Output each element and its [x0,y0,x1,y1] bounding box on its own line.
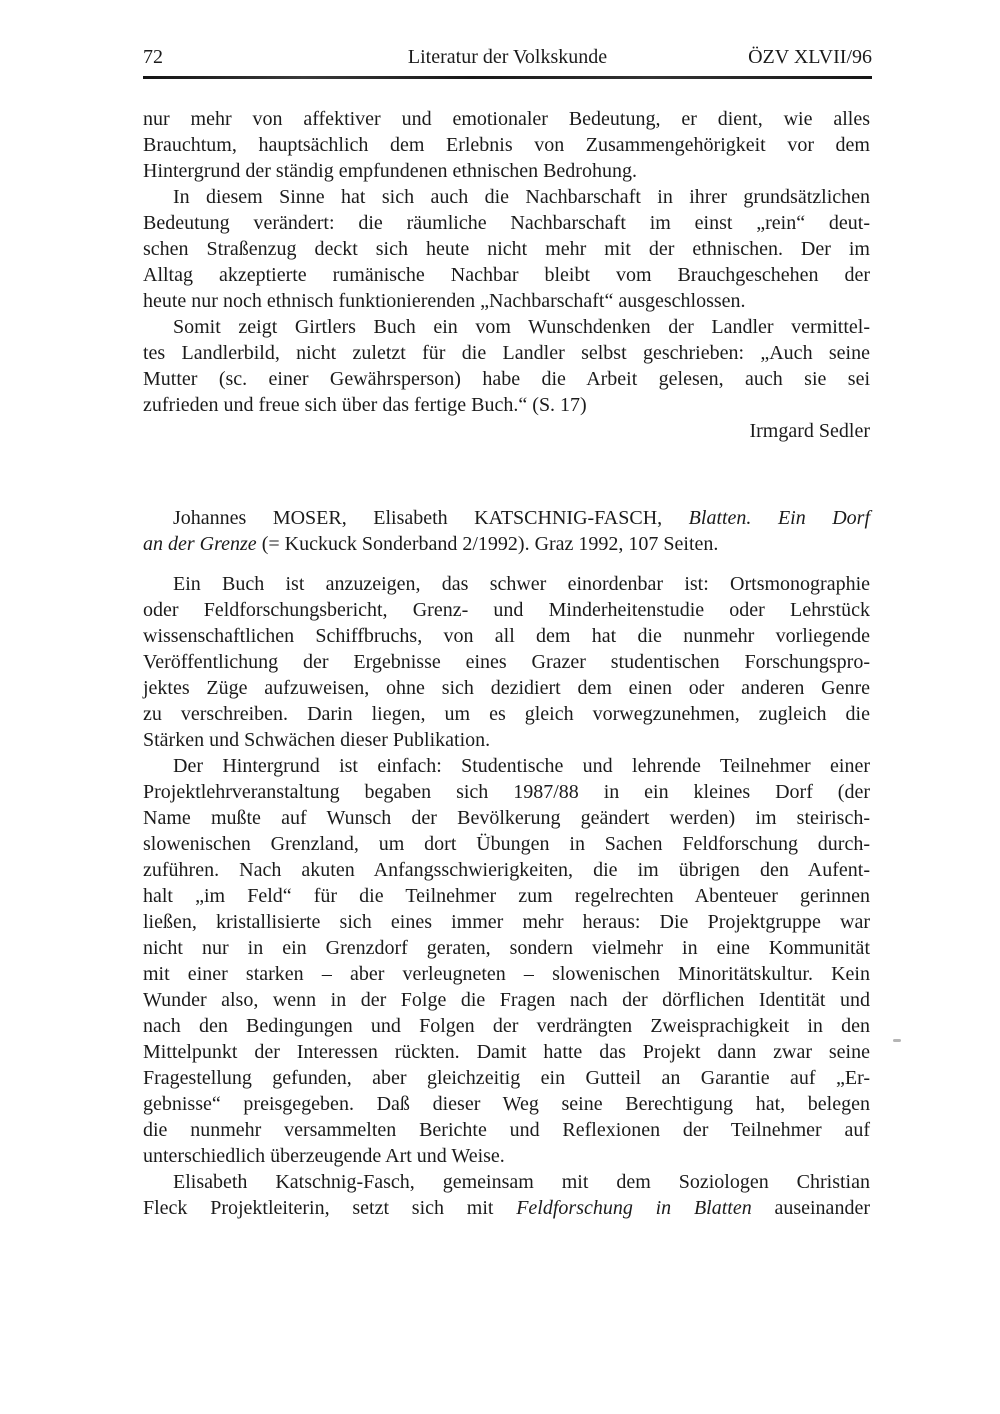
text-line [143,1117,870,1143]
text-segment: die nunmehr versammelten Berichte und Reflexionen der Teilnehmer auf [143,1119,870,1141]
text-line [143,935,870,961]
text-line [143,727,870,753]
text-line [143,314,870,340]
text-segment: gebnisse“ preisgegeben. Daß dieser Weg seine Berechtigung hat, belegen [143,1093,870,1115]
text-line [143,1195,870,1221]
text-segment: zu verschreiben. Darin liegen, um es gleich vorwegzunehmen, zugleich die [143,703,870,725]
text-segment: heute nur noch ethnisch funktionierenden „Nachbarschaft“ ausgeschlossen. [143,290,746,312]
text-segment: Ein Buch ist anzuzeigen, das schwer einordenbar ist: Ortsmonographie [173,573,870,595]
text-line [143,961,870,987]
text-line [143,649,870,675]
text-segment: Brauchtum, hauptsächlich dem Erlebnis von Zusammengehörigkeit vor dem [143,134,870,156]
paragraph [143,571,870,753]
text-segment: oder Feldforschungsbericht, Grenz- und Minderheitenstudie oder Lehrstück [143,599,870,621]
text-segment: Elisabeth Katschnig-Fasch, gemeinsam mit dem Soziologen Christian [173,1171,870,1193]
text-line [143,831,870,857]
text-segment: Veröffentlichung der Ergebnisse eines Grazer studentischen Forschungspro- [143,651,870,673]
text-segment: Stärken und Schwächen dieser Publikation. [143,729,491,751]
text-segment: Mutter (sc. einer Gewährsperson) habe die Arbeit gelesen, auch sie sei [143,368,870,390]
text-line [143,1013,870,1039]
text-segment: In diesem Sinne hat sich auch die Nachbarschaft in ihrer grundsätzlichen [173,186,870,208]
text-segment: Mittelpunkt der Interessen rückten. Damit hatte das Projekt dann zwar seine [143,1041,870,1063]
text-line [143,597,870,623]
page-body [143,106,870,1221]
text-segment: zuführen. Nach akuten Anfangsschwierigkeiten, die im übrigen den Aufent- [143,859,870,881]
text-line [143,340,870,366]
text-line [143,779,870,805]
paragraph [143,753,870,1169]
text-line [143,1091,870,1117]
text-line [143,236,870,262]
text-segment: Wunder also, wenn in der Folge die Fragen nach der dörflichen Identität und [143,989,870,1011]
text-line [143,987,870,1013]
text-segment: Hintergrund der ständig empfundenen ethnischen Bedrohung. [143,160,637,182]
text-line [143,531,870,557]
text-segment: Fleck Projektleiterin, setzt sich mit [143,1197,517,1219]
paragraph [143,106,870,184]
journal-issue: ÖZV XLVII/96 [748,46,872,68]
text-line [143,571,870,597]
italic-text-segment: an der Grenze [143,533,257,555]
text-line [143,675,870,701]
text-line [143,1065,870,1091]
text-line [143,701,870,727]
text-segment: auseinander [751,1197,870,1219]
book-review [143,505,870,1221]
review-heading [143,505,870,557]
reviewer-signature: Irmgard Sedler [749,420,870,442]
text-segment: halt „im Feld“ für die Teilnehmer zum regelrechten Abenteuer gerinnen [143,885,870,907]
text-line [143,106,870,132]
italic-text-segment: Feldforschung in Blatten [516,1197,752,1219]
running-title: Literatur der Volkskunde [407,46,608,68]
text-line [143,753,870,779]
text-line [143,288,870,314]
text-line [143,805,870,831]
review-text [143,106,870,418]
text-segment: unterschiedlich überzeugende Art und Weise. [143,1145,505,1167]
text-segment: jektes Züge aufzuweisen, ohne sich dezidiert dem einen oder anderen Genre [143,677,870,699]
review-text [143,571,870,1221]
text-segment: Fragestellung gefunden, aber gleichzeitig ein Gutteil an Garantie auf „Er- [143,1067,870,1089]
text-line [143,158,870,184]
text-segment: zufrieden und freue sich über das fertige Buch.“ (S. 17) [143,394,587,416]
text-line [143,1143,870,1169]
previous-review-end [143,106,870,444]
text-line [143,366,870,392]
page-number: 72 [143,46,163,68]
paragraph [143,184,870,314]
text-segment: Der Hintergrund ist einfach: Studentische und lehrende Teilnehmer einer [173,755,870,777]
text-segment: Projektlehrveranstaltung begaben sich 1987/88 in ein kleines Dorf (der [143,781,870,803]
scan-artifact [893,1039,901,1042]
text-line [143,184,870,210]
text-segment: tes Landlerbild, nicht zuletzt für die Landler selbst geschrieben: „Auch seine [143,342,870,364]
paragraph [143,505,870,557]
text-line [143,210,870,236]
text-segment: wissenschaftlichen Schiffbruchs, von all dem hat die nunmehr vorliegende [143,625,870,647]
text-segment: Alltag akzeptierte rumänische Nachbar bleibt vom Brauchgeschehen der [143,264,870,286]
text-line [143,1039,870,1065]
text-segment: Johannes MOSER, Elisabeth KATSCHNIG-FASCH, [173,507,689,529]
text-segment: schen Straßenzug deckt sich heute nicht mehr mit der ethnischen. Der im [143,238,870,260]
text-segment: nach den Bedingungen und Folgen der verdrängten Zweisprachigkeit in den [143,1015,870,1037]
text-segment: nicht nur in ein Grenzdorf geraten, sondern vielmehr in eine Kommunität [143,937,870,959]
text-line [143,505,870,531]
text-segment: slowenischen Grenzland, um dort Übungen in Sachen Feldforschung durch- [143,833,870,855]
page-header [143,44,872,70]
text-line [143,623,870,649]
text-segment: Somit zeigt Girtlers Buch ein vom Wunschdenken der Landler vermittel- [173,316,870,338]
header-rule [143,76,872,79]
text-segment: Name mußte auf Wunsch der Bevölkerung geändert werden) im steirisch- [143,807,870,829]
text-line [143,909,870,935]
text-line [143,857,870,883]
text-line [143,883,870,909]
text-line [143,1169,870,1195]
paragraph [143,314,870,418]
italic-text-segment: Blatten. Ein Dorf [688,507,871,529]
text-line [143,132,870,158]
text-segment: mit einer starken – aber verleugneten – slowenischen Minoritätskultur. Kein [143,963,870,985]
paragraph [143,1169,870,1221]
text-segment: nur mehr von affektiver und emotionaler Bedeutung, er dient, wie alles [143,108,870,130]
text-segment: (= Kuckuck Sonderband 2/1992). Graz 1992, 107 Seiten. [256,533,719,555]
text-line [143,392,870,418]
text-segment: Bedeutung verändert: die räumliche Nachbarschaft im einst „rein“ deut- [143,212,870,234]
text-line [143,262,870,288]
text-segment: ließen, kristallisierte sich eines immer mehr heraus: Die Projektgruppe war [143,911,870,933]
